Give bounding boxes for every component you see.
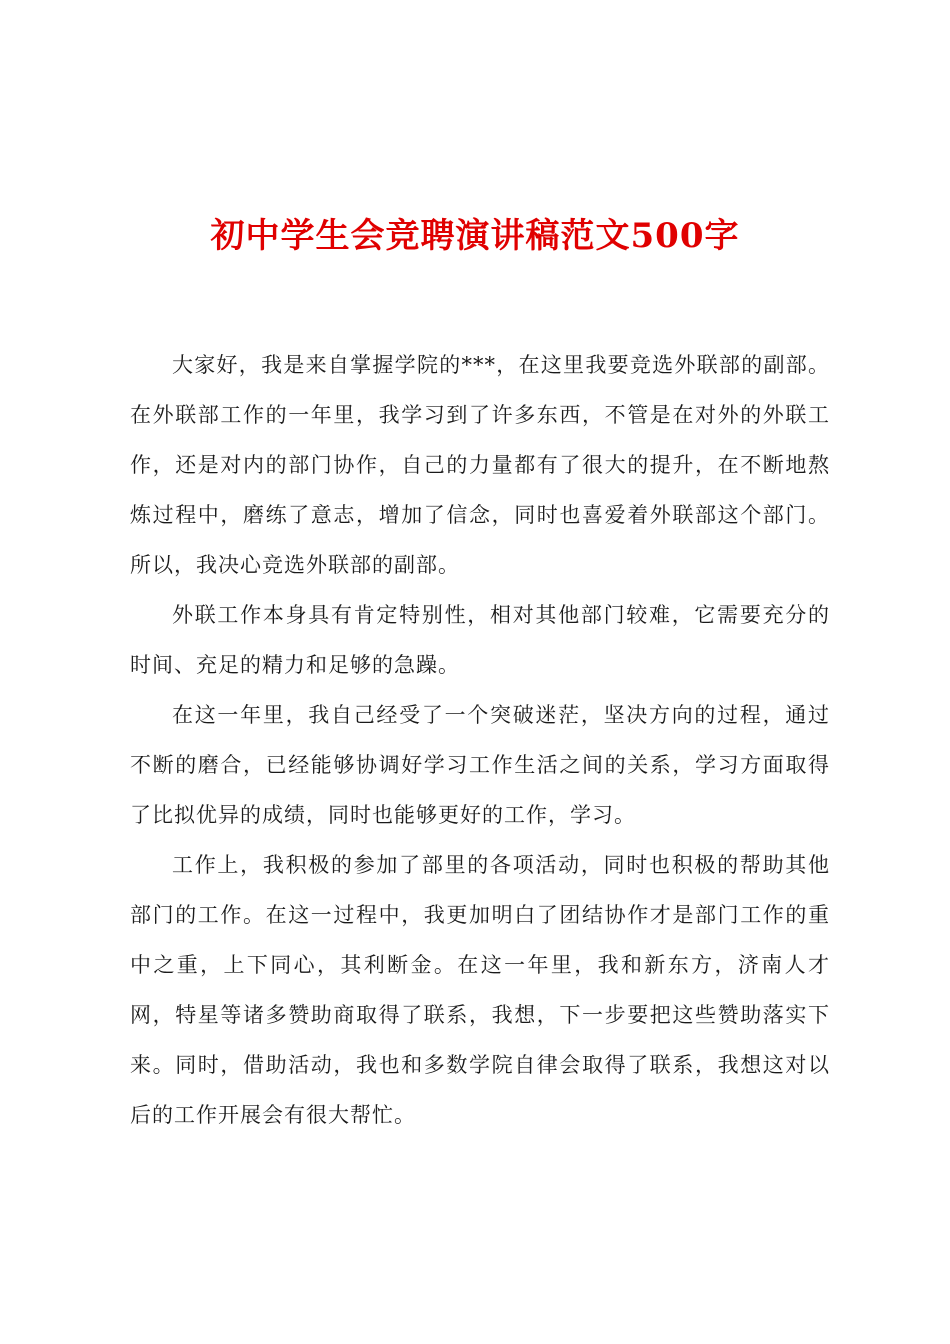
- paragraph-3: 在这一年里，我自己经受了一个突破迷茫，坚决方向的过程，通过不断的磨合，已经能够协调好学习工作生活之间的关系，学习方面取得了比拟优异的成绩，同时也能够更好的工作，学习。: [130, 703, 830, 827]
- paragraph-4: 工作上，我积极的参加了部里的各项活动，同时也积极的帮助其他部门的工作。在这一过程中，我更加明白了团结协作才是部门工作的重中之重，上下同心，其利断金。在这一年里，我和新东方，济南人才网，特星等诸多赞助商取得了联系，我想，下一步要把这些赞助落实下来。同时，借助活动，我也和多数学院自律会取得了联系，我想这对以后的工作开展会有很大帮忙。: [130, 853, 830, 1127]
- paragraph-2: 外联工作本身具有肯定特别性，相对其他部门较难，它需要充分的时间、充足的精力和足够的急躁。: [130, 603, 830, 677]
- paragraph-1: 大家好，我是来自掌握学院的***，在这里我要竞选外联部的副部。在外联部工作的一年里，我学习到了许多东西，不管是在对外的外联工作，还是对内的部门协作，自己的力量都有了很大的提升，在不断地熬炼过程中，磨练了意志，增加了信念，同时也喜爱着外联部这个部门。所以，我决心竞选外联部的副部。: [130, 353, 830, 577]
- document-body: [130, 340, 830, 1140]
- document-title: 初中学生会竞聘演讲稿范文500字: [210, 216, 740, 256]
